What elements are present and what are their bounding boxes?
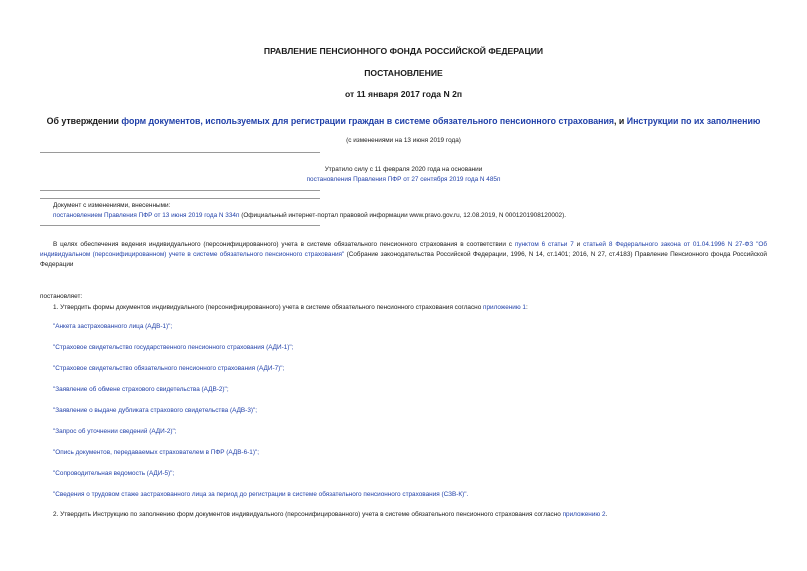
changes-text: постановлением Правления ПФР от 13 июня 2019 года N 334п (Официальный интернет-портал правовой информации www.pravo.gov.ru, 12.08.2019, N 0001201908120002). (53, 212, 566, 219)
document-type: ПОСТАНОВЛЕНИЕ (364, 68, 443, 78)
edition-note: (с изменениями на 13 июня 2019 года) (346, 137, 461, 144)
appendix-1-link[interactable]: приложению 1 (483, 304, 526, 311)
validity-link[interactable]: постановления Правления ПФР от 27 сентября 2019 года N 485п (306, 176, 501, 183)
divider (40, 198, 320, 199)
article-6-link[interactable]: пунктом 6 статьи 7 (514, 241, 574, 248)
divider (40, 190, 320, 191)
form-link[interactable]: "Заявление о выдаче дубликата страхового свидетельства (АДВ-3)"; (53, 407, 258, 414)
form-link[interactable]: "Запрос об уточнении сведений (АДИ-2)"; (53, 428, 177, 435)
form-link[interactable]: "Анкета застрахованного лица (АДВ-1)"; (53, 323, 173, 330)
divider (40, 225, 320, 226)
form-link[interactable]: "Опись документов, передаваемых страхователем в ПФР (АДВ-6-1)"; (53, 449, 260, 456)
org-name: ПРАВЛЕНИЕ ПЕНСИОННОГО ФОНДА РОССИЙСКОЙ ФЕДЕРАЦИИ (263, 46, 544, 56)
form-link[interactable]: "Заявление об обмене страхового свидетельства (АДВ-2)"; (53, 386, 229, 393)
document-title: Об утверждении форм документов, используемых для регистрации граждан в системе обязательного пенсионного страхования, и Инструкции по их заполнению (46, 116, 761, 126)
divider (40, 152, 320, 153)
changes-label: Документ с изменениями, внесенными: (53, 202, 171, 209)
validity-note: Утратило силу с 11 февраля 2020 года на основании (324, 166, 483, 173)
document-date: от 11 января 2017 года N 2п (344, 89, 463, 99)
preamble: В целях обеспечения ведения индивидуального (персонифицированного) учета в системе обязательного пенсионного страхования в соответствии с пунктом 6 статьи 7 и статьей 8 Федерального закона от 01.04.1996 N 27-ФЗ "Об индивидуальном (персонифицированном) учете в системе обязательного пенсионного страхования" (Собрание законодательства Российской Федерации, 1996, N 14, ст.1401; 2016, N 27, ст.4183) Правление Пенсионного фонда Российской Федерации (40, 241, 768, 268)
changes-link[interactable]: постановлением Правления ПФР от 13 июня 2019 года N 334п (53, 212, 240, 219)
federal-law-link[interactable]: статьей 8 Федерального закона от 01.04.1996 N 27-ФЗ "Об индивидуальном (персонифицированном) учете в системе обязательного пенсионного страхования" (40, 241, 767, 258)
clause-2: 2. Утвердить Инструкцию по заполнению форм документов индивидуального (персонифицированного) учета в системе обязательного пенсионного страхования согласно приложению 2. (53, 511, 608, 518)
resolves-label: постановляет: (40, 293, 83, 300)
form-link[interactable]: "Страховое свидетельство государственного пенсионного страхования (АДИ-1)"; (53, 344, 294, 351)
form-link[interactable]: "Страховое свидетельство обязательного пенсионного страхования (АДИ-7)"; (53, 365, 285, 372)
clause-1: 1. Утвердить формы документов индивидуального (персонифицированного) учета в системе обязательного пенсионного страхования согласно приложению 1: (53, 304, 528, 311)
appendix-2-link[interactable]: приложению 2 (562, 511, 606, 518)
title-forms-link[interactable]: форм документов, используемых для регистрации граждан в системе обязательного пенсионного страхования (121, 116, 615, 126)
form-link[interactable]: "Сведения о трудовом стаже застрахованного лица за период до регистрации в системе обязательного пенсионного страхования (СЗВ-К)". (53, 491, 469, 498)
form-link[interactable]: "Сопроводительная ведомость (АДИ-5)"; (53, 470, 175, 477)
title-instruction-link[interactable]: Инструкции по их заполнению (626, 116, 761, 126)
